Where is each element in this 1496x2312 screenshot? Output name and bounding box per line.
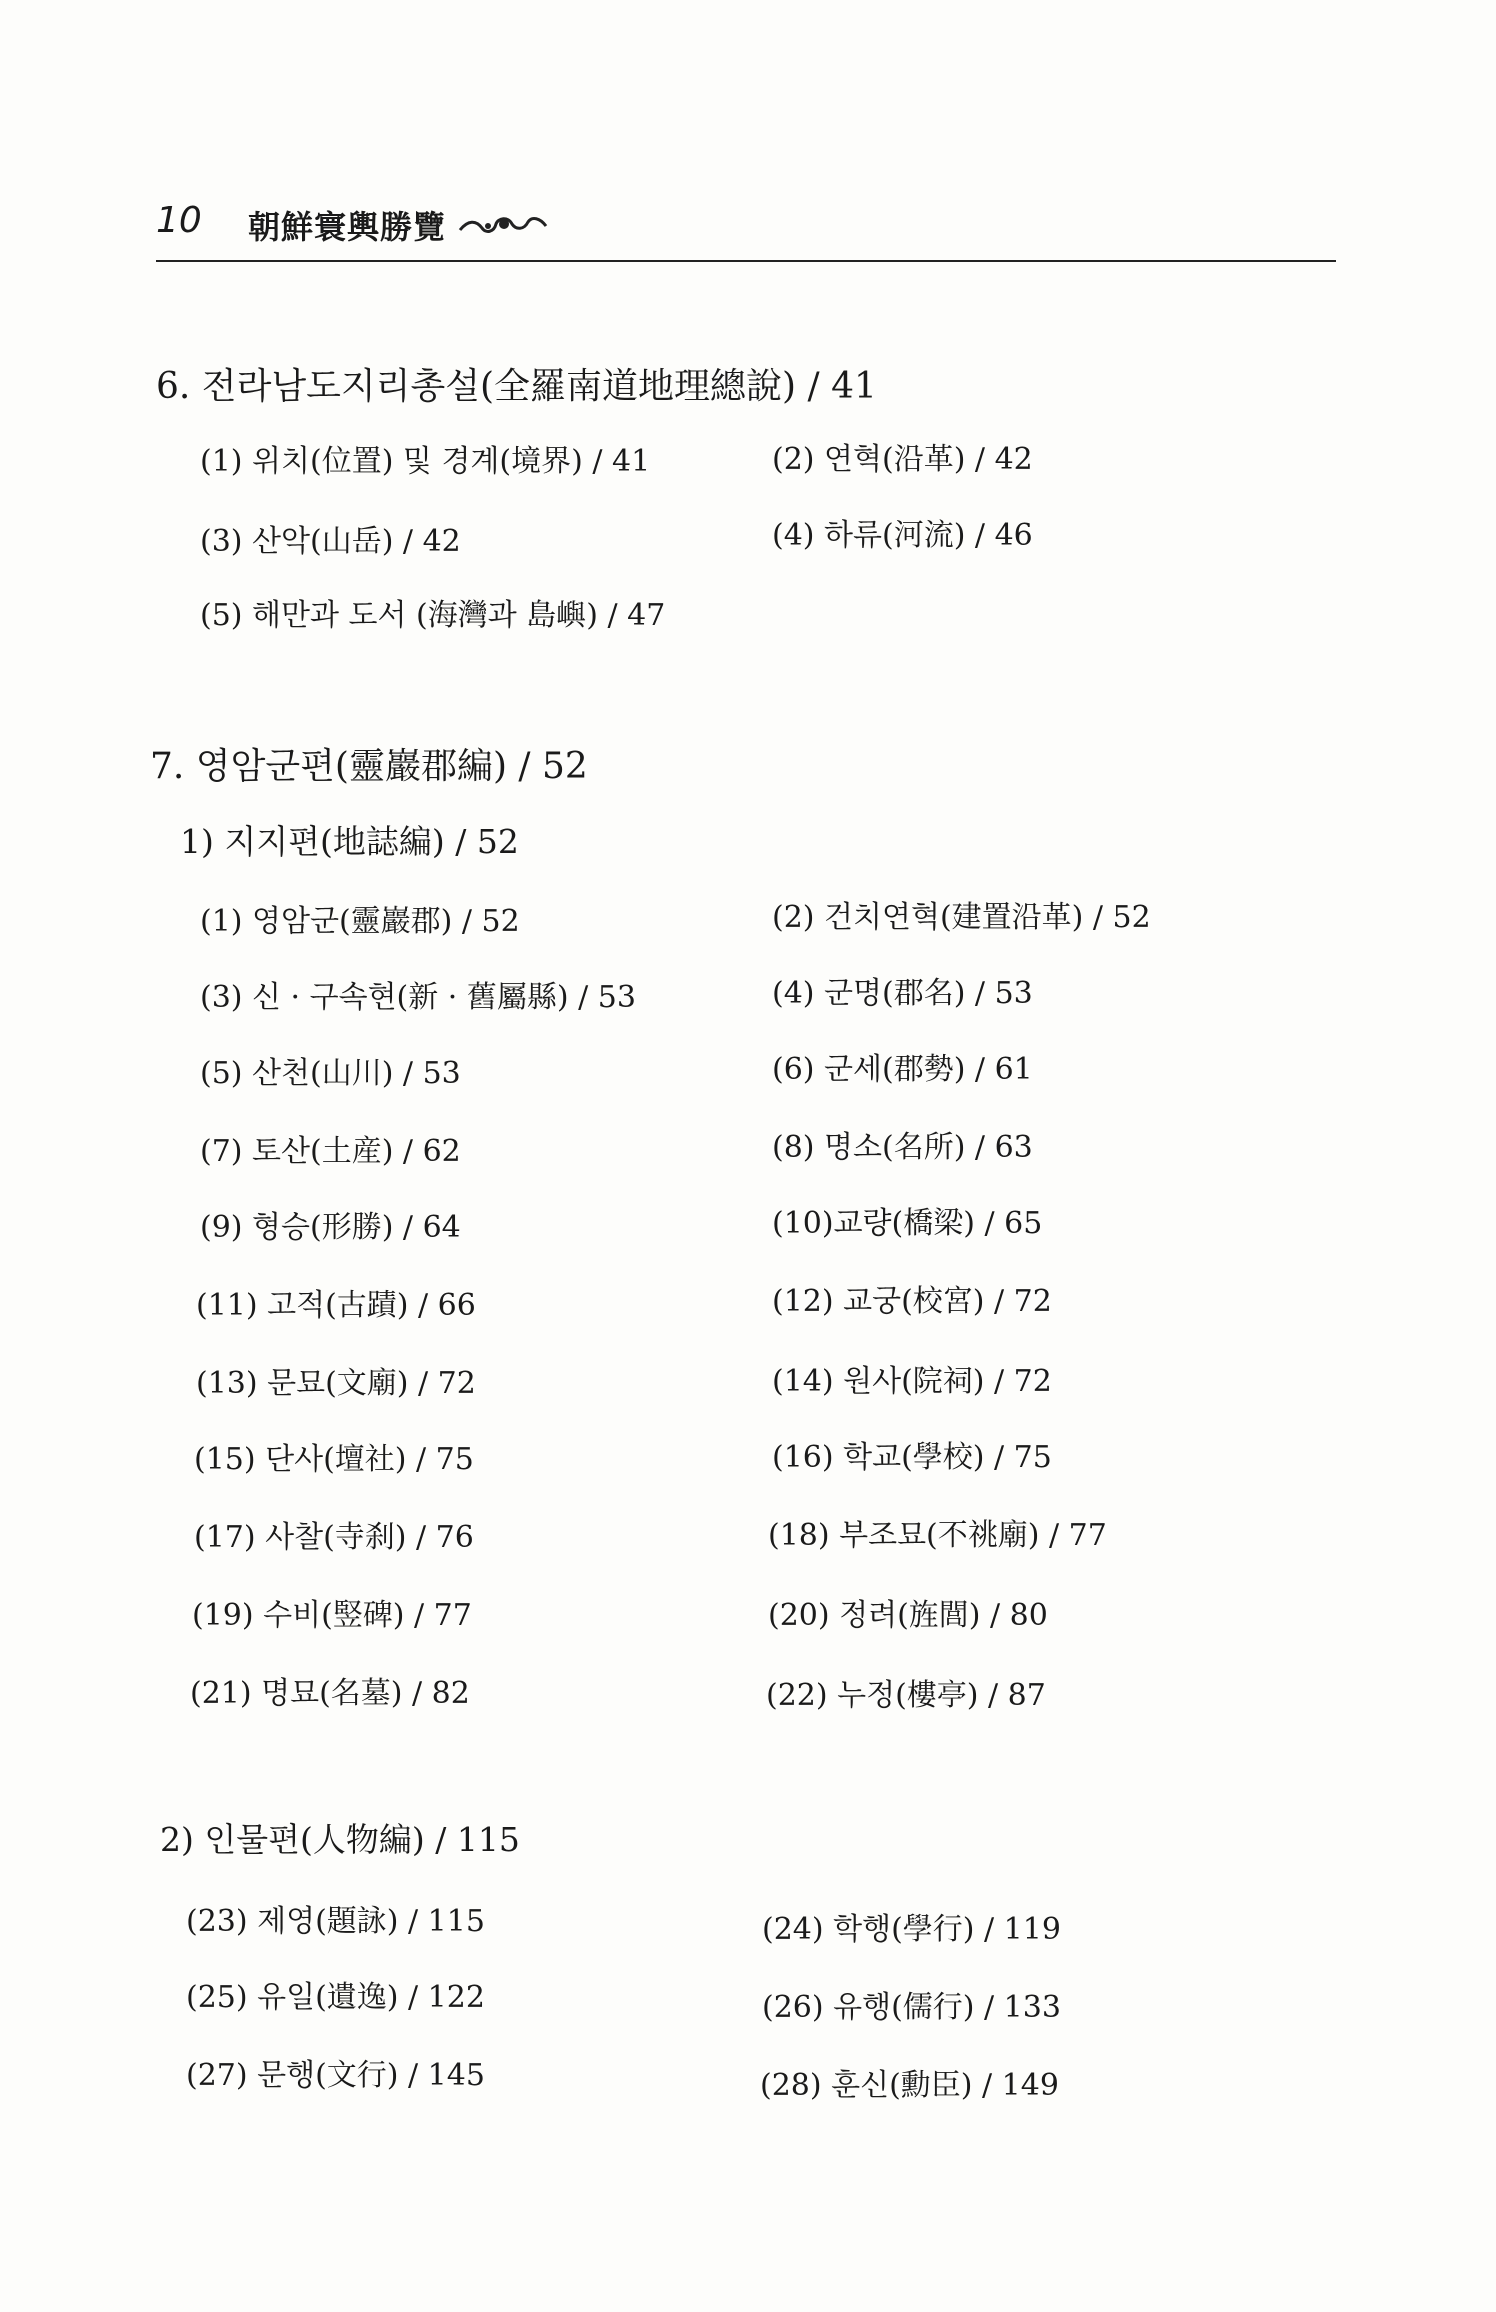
toc-item: (1) 영암군(靈巖郡) / 52 xyxy=(200,904,520,939)
toc-item: (22) 누정(樓亭) / 87 xyxy=(766,1678,1046,1713)
toc-item: (21) 명묘(名墓) / 82 xyxy=(190,1676,470,1711)
subsection-title: 1) 지지편(地誌編) / 52 xyxy=(180,822,519,861)
toc-item: (15) 단사(壇社) / 75 xyxy=(194,1442,474,1477)
toc-item: (4) 군명(郡名) / 53 xyxy=(772,976,1033,1011)
toc-item: (11) 고적(古蹟) / 66 xyxy=(196,1288,476,1323)
toc-item: (25) 유일(遺逸) / 122 xyxy=(186,1980,485,2015)
toc-item: (10)교량(橋梁) / 65 xyxy=(772,1206,1043,1241)
toc-item: (28) 훈신(勳臣) / 149 xyxy=(760,2068,1059,2103)
section-title: 7. 영암군편(靈巖郡編) / 52 xyxy=(150,746,588,787)
toc-item: (9) 형승(形勝) / 64 xyxy=(200,1210,461,1245)
toc-item: (5) 산천(山川) / 53 xyxy=(200,1056,461,1091)
toc-item: (27) 문행(文行) / 145 xyxy=(186,2058,485,2093)
toc-item: (5) 해만과 도서 (海灣과 島嶼) / 47 xyxy=(200,598,666,633)
toc-item: (3) 신 · 구속현(新 · 舊屬縣) / 53 xyxy=(200,980,636,1015)
toc-item: (2) 연혁(沿革) / 42 xyxy=(772,442,1033,477)
toc-item: (26) 유행(儒行) / 133 xyxy=(762,1990,1061,2025)
book-title: 朝鮮寰輿勝覽 xyxy=(248,208,447,246)
toc-item: (1) 위치(位置) 및 경계(境界) / 41 xyxy=(200,444,651,479)
toc-item: (14) 원사(院祠) / 72 xyxy=(772,1364,1052,1399)
toc-item: (2) 건치연혁(建置沿革) / 52 xyxy=(772,900,1151,935)
toc-item: (13) 문묘(文廟) / 72 xyxy=(196,1366,476,1401)
page-number: 10 xyxy=(156,200,202,241)
subsection-title: 2) 인물편(人物編) / 115 xyxy=(160,1820,520,1859)
header-rule xyxy=(156,260,1336,262)
toc-item: (19) 수비(竪碑) / 77 xyxy=(192,1598,472,1633)
toc-item: (20) 정려(旌閭) / 80 xyxy=(768,1598,1048,1633)
toc-item: (8) 명소(名所) / 63 xyxy=(772,1130,1033,1165)
ornament-icon xyxy=(458,212,548,238)
toc-item: (18) 부조묘(不祧廟) / 77 xyxy=(768,1518,1107,1553)
toc-item: (6) 군세(郡勢) / 61 xyxy=(772,1052,1033,1087)
toc-item: (12) 교궁(校宮) / 72 xyxy=(772,1284,1052,1319)
toc-item: (4) 하류(河流) / 46 xyxy=(772,518,1033,553)
section-title: 6. 전라남도지리총설(全羅南道地理總說) / 41 xyxy=(156,366,877,407)
toc-item: (16) 학교(學校) / 75 xyxy=(772,1440,1052,1475)
toc-item: (24) 학행(學行) / 119 xyxy=(762,1912,1061,1947)
toc-item: (17) 사찰(寺刹) / 76 xyxy=(194,1520,474,1555)
toc-item: (23) 제영(題詠) / 115 xyxy=(186,1904,485,1939)
toc-item: (3) 산악(山岳) / 42 xyxy=(200,524,461,559)
page-header xyxy=(156,200,1336,262)
toc-item: (7) 토산(土産) / 62 xyxy=(200,1134,461,1169)
